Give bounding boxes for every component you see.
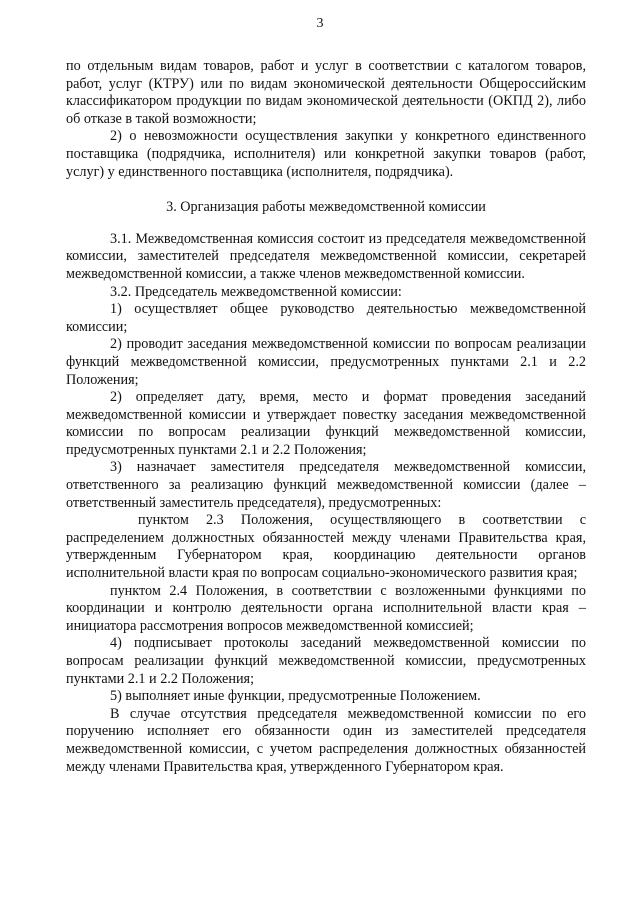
paragraph-continuation: по отдельным видам товаров, работ и услуг в соответствии с каталогом товаров, работ, услуг (КТРУ) или по видам экономической деятельности Общероссийским классификатором продукции по видам экономической деятельности (ОКПД 2), либо об отказе в такой возможности; [66,58,586,127]
paragraph-3-1: 3.1. Межведомственная комиссия состоит из председателя межведомственной комиссии, заместителей председателя межведомственной комиссии, секретарей межведомственной комиссии, а также членов межведомственной комиссии. [66,230,586,282]
paragraph-chair-item-2b: 2) определяет дату, время, место и формат проведения заседаний межведомственной комиссии и утверждает повестку заседания межведомственной комиссии по вопросам реализации функций межведомственной комиссии, предусмотренных пунктами 2.1 и 2.2 Положения; [66,389,586,458]
paragraph-chair-item-2a: 2) проводит заседания межведомственной комиссии по вопросам реализации функций межведомственной комиссии, предусмотренных пунктами 2.1 и 2.2 Положения; [66,336,586,388]
document-body [66,58,586,776]
paragraph-chair-item-4: 4) подписывает протоколы заседаний межведомственной комиссии по вопросам реализации функций межведомственной комиссии, предусмотренных пунктами 2.1 и 2.2 Положения; [66,635,586,687]
section-heading: 3. Организация работы межведомственной комиссии [166,199,486,216]
paragraph-chair-item-5: 5) выполняет иные функции, предусмотренные Положением. [110,688,481,705]
paragraph-clause-2-3: пунктом 2.3 Положения, осуществляющего в соответствии с распределением должностных обязанностей между членами Правительства края, утвержденным Губернатором края, координацию деятельности органов исполнительной власти края по вопросам социально-экономического развития края; [66,512,586,582]
page-number: 3 [316,16,324,31]
paragraph-item-2: 2) о невозможности осуществления закупки у конкретного единственного поставщика (подрядчика, исполнителя) или конкретной закупки товаров (работ, услуг) у единственного поставщика (исполнителя, подрядчика). [66,128,586,180]
paragraph-absence: В случае отсутствия председателя межведомственной комиссии по его поручению исполняет его обязанности один из заместителей председателя межведомственной комиссии, с учетом распределения должностных обязанностей между членами Правительства края, утвержденного Губернатором края. [66,705,586,775]
paragraph-clause-2-4: пунктом 2.4 Положения, в соответствии с возложенными функциями по координации и контролю деятельности органа исполнительной власти края – инициатора рассмотрения вопросов межведомственной комиссией; [66,582,586,634]
paragraph-chair-item-3: 3) назначает заместителя председателя межведомственной комиссии, ответственного за реализацию функций межведомственной комиссии (далее – ответственный заместитель председателя), предусмотренных: [66,459,586,511]
paragraph-3-2: 3.2. Председатель межведомственной комиссии: [110,283,402,300]
paragraph-chair-item-1: 1) осуществляет общее руководство деятельностью межведомственной комиссии; [66,301,586,335]
